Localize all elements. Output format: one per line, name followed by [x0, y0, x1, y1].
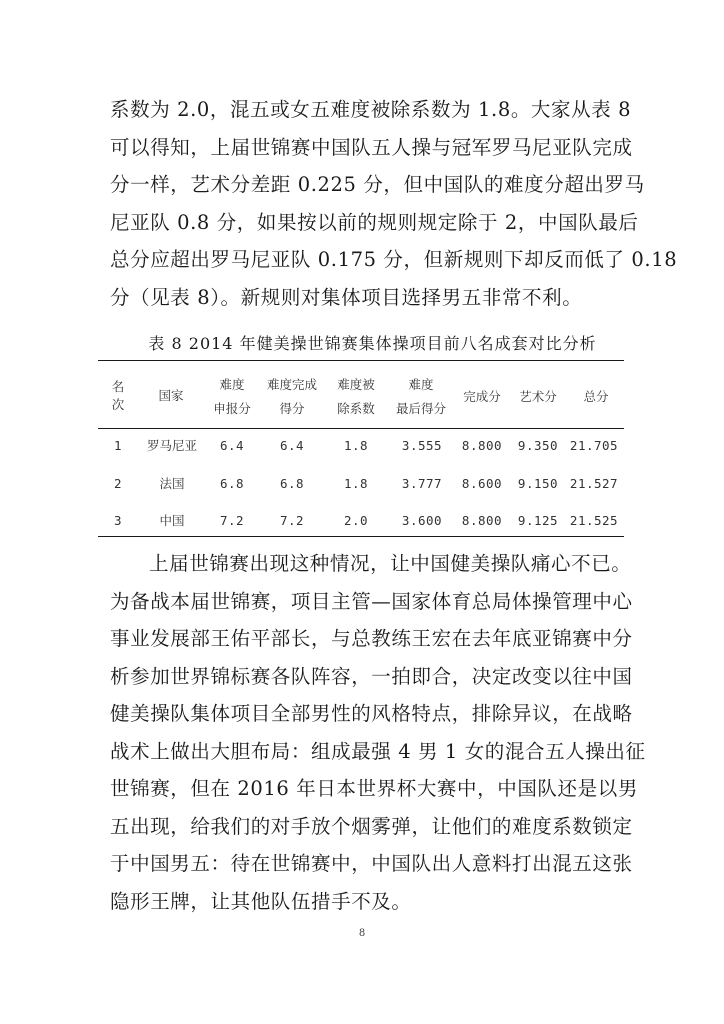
cell-declared: 6.4 [219, 438, 245, 453]
header-difficulty-final [388, 376, 454, 418]
header-line: 难度被 [337, 377, 375, 392]
paragraph-line: 五出现，给我们的对手放个烟雾弹，让他们的难度系数锁定 [110, 814, 633, 838]
header-divisor [326, 376, 386, 418]
cell-divisor: 2.0 [343, 513, 369, 528]
paragraph-line: 为备战本届世锦赛，项目主管—国家体育总局体操管理中心 [110, 589, 633, 613]
cell-completed: 7.2 [279, 513, 305, 528]
paragraph-line: 分（见表 8）。新规则对集体项目选择男五非常不利。 [110, 285, 583, 309]
cell-completed: 6.8 [279, 476, 305, 491]
cell-artistic: 9.150 [517, 476, 559, 491]
paragraph-2 [110, 545, 646, 920]
cell-declared: 6.8 [219, 476, 245, 491]
cell-rank: 1 [113, 438, 123, 453]
header-line: 最后得分 [395, 401, 446, 416]
cell-artistic: 9.350 [517, 438, 559, 453]
paragraph-1 [110, 91, 678, 316]
paragraph-line: 世锦赛，但在 2016 年日本世界杯大赛中，中国队还是以男 [110, 777, 638, 800]
paragraph-line: 分一样，艺术分差距 0.225 分，但中国队的难度分超出罗马 [110, 173, 645, 196]
paragraph-line: 尼亚队 0.8 分，如果按以前的规则规定除于 2，中国队最后 [110, 210, 639, 234]
cell-completed: 6.4 [279, 438, 305, 453]
cell-final: 3.555 [401, 438, 443, 453]
paragraph-line: 健美操队集体项目全部男性的风格特点，排除异议，在战略 [110, 702, 633, 725]
page-number: 8 [358, 928, 366, 939]
cell-execution: 8.800 [461, 513, 503, 528]
paragraph-line: 上届世锦赛出现这种情况，让中国健美操队痛心不已。 [149, 552, 632, 575]
header-rank-line: 次 [111, 397, 125, 412]
header-total: 总分 [583, 389, 609, 404]
cell-artistic: 9.125 [517, 513, 559, 528]
header-country: 国家 [158, 388, 184, 403]
cell-country: 中国 [159, 513, 185, 528]
header-difficulty-completed [260, 376, 324, 418]
paragraph-line: 事业发展部王佑平部长，与总教练王宏在去年底亚锦赛中分 [110, 627, 633, 650]
header-artistic: 艺术分 [519, 389, 557, 404]
cell-total: 21.527 [569, 476, 619, 491]
cell-execution: 8.600 [461, 476, 503, 491]
paragraph-line: 可以得知，上届世锦赛中国队五人操与冠军罗马尼亚队完成 [110, 135, 633, 159]
header-line: 得分 [279, 401, 305, 416]
table-top-rule [98, 360, 624, 361]
header-difficulty-declared [204, 376, 260, 418]
table-caption: 表 8 2014 年健美操世锦赛集体操项目前八名成套对比分析 [148, 334, 597, 353]
header-rank-line: 名 [111, 379, 125, 394]
paragraph-line: 总分应超出罗马尼亚队 0.175 分，但新规则下却反而低了 0.18 [110, 248, 678, 271]
table-header-rule [98, 428, 624, 429]
header-line: 难度完成 [266, 377, 317, 392]
paragraph-line: 析参加世界锦标赛各队阵容，一拍即合，决定改变以往中国 [110, 664, 633, 688]
paragraph-line: 隐形王牌，让其他队伍措手不及。 [110, 889, 412, 913]
paragraph-line: 于中国男五：待在世锦赛中，中国队出人意料打出混五这张 [110, 852, 633, 875]
cell-declared: 7.2 [219, 513, 245, 528]
cell-country: 法国 [159, 476, 185, 491]
cell-final: 3.600 [401, 513, 443, 528]
cell-rank: 2 [113, 476, 123, 491]
cell-total: 21.705 [569, 438, 619, 453]
cell-total: 21.525 [569, 513, 619, 528]
cell-country: 罗马尼亚 [146, 438, 197, 453]
cell-rank: 3 [113, 513, 123, 528]
header-rank [108, 378, 128, 414]
cell-execution: 8.800 [461, 438, 503, 453]
header-line: 除系数 [337, 401, 375, 416]
paragraph-line: 系数为 2.0，混五或女五难度被除系数为 1.8。大家从表 8 [110, 98, 632, 121]
table-bottom-rule [98, 536, 624, 537]
header-line: 申报分 [213, 401, 251, 416]
cell-final: 3.777 [401, 476, 443, 491]
paragraph-line: 战术上做出大胆布局：组成最强 4 男 1 女的混合五人操出征 [110, 739, 646, 763]
cell-divisor: 1.8 [343, 438, 369, 453]
header-line: 难度 [219, 377, 245, 392]
header-execution: 完成分 [463, 389, 501, 404]
header-line: 难度 [408, 377, 434, 392]
cell-divisor: 1.8 [343, 476, 369, 491]
